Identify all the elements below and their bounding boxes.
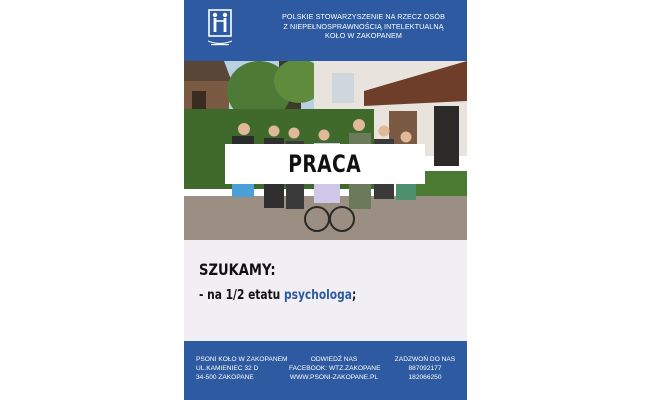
psoni-logo-icon [206,8,234,52]
footer-line: UL.KAMIENIEC 32 D [196,365,259,372]
org-line: POLSKIE STOWARZYSZENIE NA RZECZ OSÓB [282,12,445,21]
footer-line: 182066250 [408,374,442,381]
offer-heading: SZUKAMY: [199,260,276,279]
footer-line: ODWIEDŹ NAS [310,356,358,363]
poster-footer [184,341,467,400]
footer-line: FACEBOOK: WTZ.ZAKOPANE [289,365,381,372]
organization-name [266,12,461,41]
footer-line: 34-500 ZAKOPANE [196,374,254,381]
title-banner [225,144,425,184]
poster-title: PRACA [288,150,362,178]
offer-line [199,288,356,303]
footer-visit [289,355,379,382]
footer-line: PSONI KOŁO W ZAKOPANEM [196,356,288,363]
poster-header [184,0,467,61]
org-line: KOŁO W ZAKOPANEM [325,31,402,41]
job-offer-section [184,240,467,341]
job-poster [184,0,467,400]
footer-line: ZADZWOŃ DO NAS [394,356,456,363]
offer-prefix: - na 1/2 etatu [199,288,284,303]
footer-address [196,355,287,382]
footer-line: 887092177 [408,365,442,372]
org-line: Z NIEPEŁNOSPRAWNOŚCIĄ INTELEKTUALNĄ [283,21,444,31]
footer-call [389,355,461,382]
offer-suffix: ; [351,288,357,303]
offer-position: psychologa [283,288,352,303]
footer-line: WWW.PSONI-ZAKOPANE.PL [289,374,379,381]
